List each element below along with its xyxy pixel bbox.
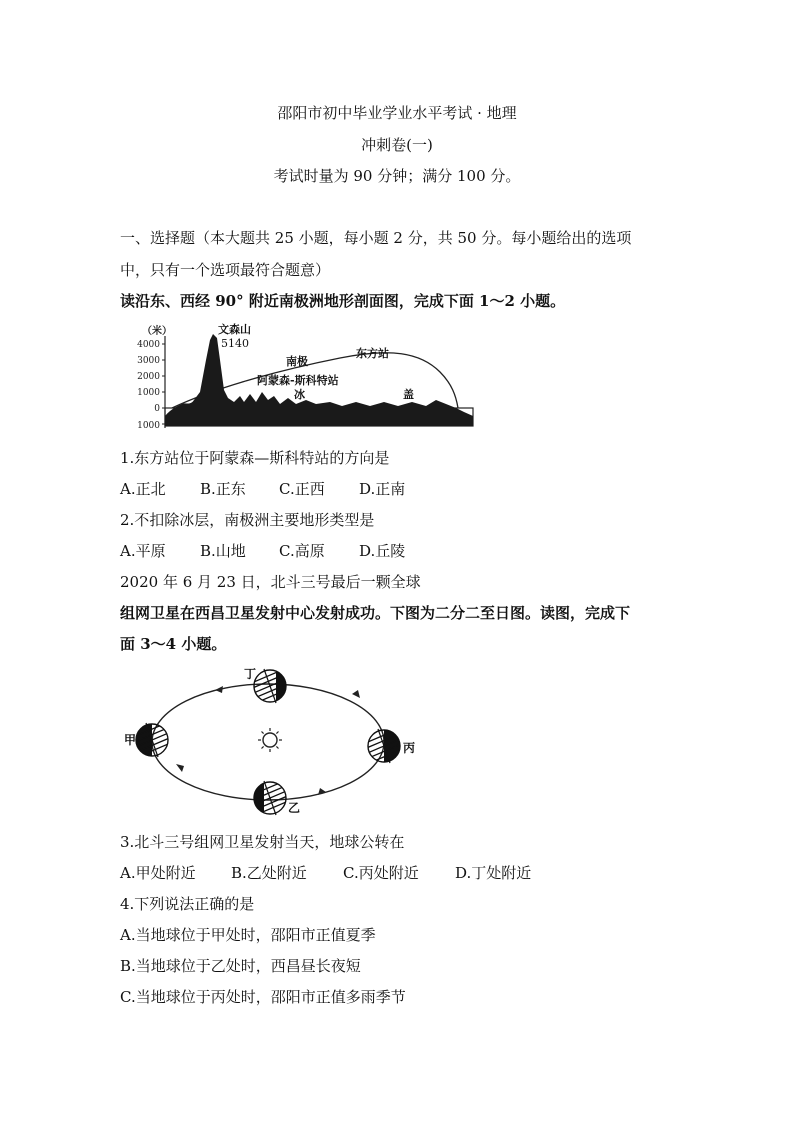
y-tick-3000: 3000 xyxy=(137,356,160,366)
south-pole-label: 南极 xyxy=(286,355,308,368)
q2-option-a: A.平原 xyxy=(120,542,166,560)
antarctica-profile-figure xyxy=(120,320,480,432)
orbit-arrow-1 xyxy=(215,686,223,693)
q3-option-c: C.丙处附近 xyxy=(343,864,419,882)
q2-option-c: C.高原 xyxy=(279,542,325,560)
q1-option-d: D.正南 xyxy=(359,480,406,498)
sun-icon xyxy=(258,728,282,752)
group2-intro-line2: 组网卫星在西昌卫星发射中心发射成功。下图为二分二至日图。读图，完成下 xyxy=(120,604,631,622)
q4-option-b: B.当地球位于乙处时，西昌昼长夜短 xyxy=(120,957,361,975)
q4-option-c: C.当地球位于丙处时，邵阳市正值多雨季节 xyxy=(120,988,406,1006)
q3-stem: 3.北斗三号组网卫星发射当天，地球公转在 xyxy=(120,833,405,851)
label-bing: 丙 xyxy=(403,741,416,755)
peak-value-label: 5140 xyxy=(221,337,249,350)
group2-intro-line3: 面 3～4 小题。 xyxy=(120,635,227,653)
exam-subtitle: 冲刺卷(一) xyxy=(361,136,433,154)
q2-option-d: D.丘陵 xyxy=(359,542,406,560)
label-jia: 甲 xyxy=(124,733,137,747)
q4-stem: 4.下列说法正确的是 xyxy=(120,895,255,913)
group1-intro: 读沿东、西经 90° 附近南极洲地形剖面图，完成下面 1～2 小题。 xyxy=(120,292,566,310)
y-tick-1000: 1000 xyxy=(137,388,160,398)
q1-option-c: C.正西 xyxy=(279,480,325,498)
y-tick-4000: 4000 xyxy=(137,340,160,350)
y-tick-2000: 2000 xyxy=(137,372,160,382)
q3-option-d: D.丁处附近 xyxy=(455,864,532,882)
ice-label-1: 冰 xyxy=(294,388,305,401)
q1-option-b: B.正东 xyxy=(200,480,246,498)
q2-stem: 2.不扣除冰层，南极洲主要地形类型是 xyxy=(120,511,375,529)
q1-option-a: A.正北 xyxy=(120,480,166,498)
exam-title: 邵阳市初中毕业学业水平考试 · 地理 xyxy=(277,104,517,122)
y-unit-label: （米） xyxy=(142,326,172,337)
orbit-arrow-2 xyxy=(176,764,184,772)
y-tick-minus-1000: 1000 xyxy=(137,421,160,431)
earth-axis-ding xyxy=(264,669,276,703)
east-station-label: 东方站 xyxy=(356,347,389,360)
section-heading-line1: 一、选择题（本大题共 25 小题，每小题 2 分，共 50 分。每小题给出的选项 xyxy=(120,229,632,247)
q3-option-a: A.甲处附近 xyxy=(120,864,196,882)
q3-option-b: B.乙处附近 xyxy=(231,864,307,882)
q4-option-a: A.当地球位于甲处时，邵阳市正值夏季 xyxy=(120,926,376,944)
label-ding: 丁 xyxy=(244,667,257,681)
amundsen-station-label: 阿蒙森-斯科特站 xyxy=(257,374,339,387)
earth-orbit-figure xyxy=(120,660,420,820)
peak-name-label: 文森山 xyxy=(218,323,251,336)
y-tick-0: 0 xyxy=(154,404,160,414)
earth-axis-yi xyxy=(264,781,276,815)
exam-info: 考试时量为 90 分钟；满分 100 分。 xyxy=(273,167,521,185)
q1-stem: 1.东方站位于阿蒙森—斯科特站的方向是 xyxy=(120,449,390,467)
group2-intro-line1: 2020 年 6 月 23 日，北斗三号最后一颗全球 xyxy=(120,573,421,591)
ice-label-2: 盖 xyxy=(403,388,414,401)
q2-option-b: B.山地 xyxy=(200,542,246,560)
section-heading-line2: 中，只有一个选项最符合题意） xyxy=(120,261,331,279)
orbit-arrow-4 xyxy=(352,690,360,698)
label-yi: 乙 xyxy=(288,801,301,815)
